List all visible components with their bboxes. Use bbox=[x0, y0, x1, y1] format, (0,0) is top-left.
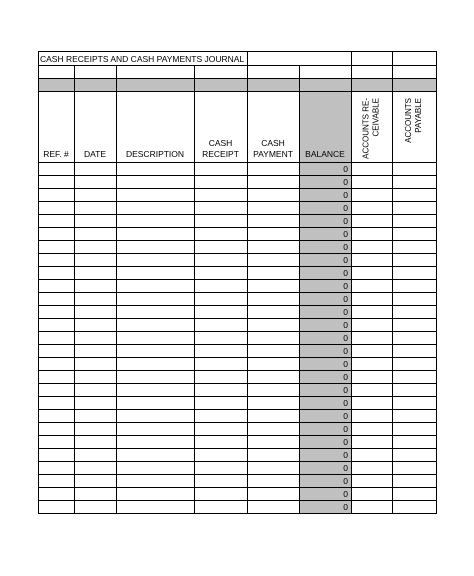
balance-cell: 0 bbox=[343, 463, 348, 473]
column-header-description: DESCRIPTION bbox=[125, 149, 185, 159]
balance-cell: 0 bbox=[343, 307, 348, 317]
column-header-accounts-receivable-line2: CEIVABLE bbox=[371, 98, 381, 137]
balance-cell: 0 bbox=[343, 476, 348, 486]
balance-cell: 0 bbox=[343, 177, 348, 187]
column-header-accounts-receivable-line1: ACCOUNTS RE- bbox=[361, 98, 371, 159]
balance-cell: 0 bbox=[343, 437, 348, 447]
column-header-accounts-payable bbox=[404, 98, 423, 143]
balance-cell: 0 bbox=[343, 255, 348, 265]
journal-title: CASH RECEIPTS AND CASH PAYMENTS JOURNAL bbox=[40, 54, 245, 64]
column-header-balance: BALANCE bbox=[305, 149, 345, 159]
balance-cell: 0 bbox=[343, 281, 348, 291]
balance-cell: 0 bbox=[343, 346, 348, 356]
balance-cell: 0 bbox=[343, 372, 348, 382]
balance-cell: 0 bbox=[343, 164, 348, 174]
column-header-accounts-payable-line1: ACCOUNTS bbox=[404, 98, 413, 143]
balance-cell: 0 bbox=[343, 229, 348, 239]
balance-cell: 0 bbox=[343, 424, 348, 434]
balance-cell: 0 bbox=[343, 203, 348, 213]
column-header-ref: REF. # bbox=[43, 149, 69, 159]
balance-cell: 0 bbox=[343, 190, 348, 200]
balance-cell: 0 bbox=[343, 320, 348, 330]
balance-cell: 0 bbox=[343, 216, 348, 226]
column-header-cash-payment-line1: CASH bbox=[261, 138, 285, 148]
balance-cell: 0 bbox=[343, 333, 348, 343]
column-header-cash-payment-line2: PAYMENT bbox=[253, 149, 293, 159]
balance-cell: 0 bbox=[343, 268, 348, 278]
balance-cell: 0 bbox=[343, 502, 348, 512]
column-header-cash-receipt-line1: CASH bbox=[208, 138, 233, 148]
balance-cell: 0 bbox=[343, 450, 348, 460]
balance-cell: 0 bbox=[343, 385, 348, 395]
column-header-accounts-receivable bbox=[362, 98, 381, 159]
balance-cell: 0 bbox=[343, 398, 348, 408]
column-header-accounts-payable-line2: PAYABLE bbox=[414, 98, 423, 133]
column-header-cash-receipt-line2: RECEIPT bbox=[202, 149, 239, 159]
balance-cell: 0 bbox=[343, 242, 348, 252]
balance-cell: 0 bbox=[343, 359, 348, 369]
gray-band bbox=[38, 78, 436, 91]
balance-cell: 0 bbox=[343, 489, 348, 499]
balance-cell: 0 bbox=[343, 294, 348, 304]
balance-cell: 0 bbox=[343, 411, 348, 421]
column-header-date: DATE bbox=[83, 149, 107, 159]
